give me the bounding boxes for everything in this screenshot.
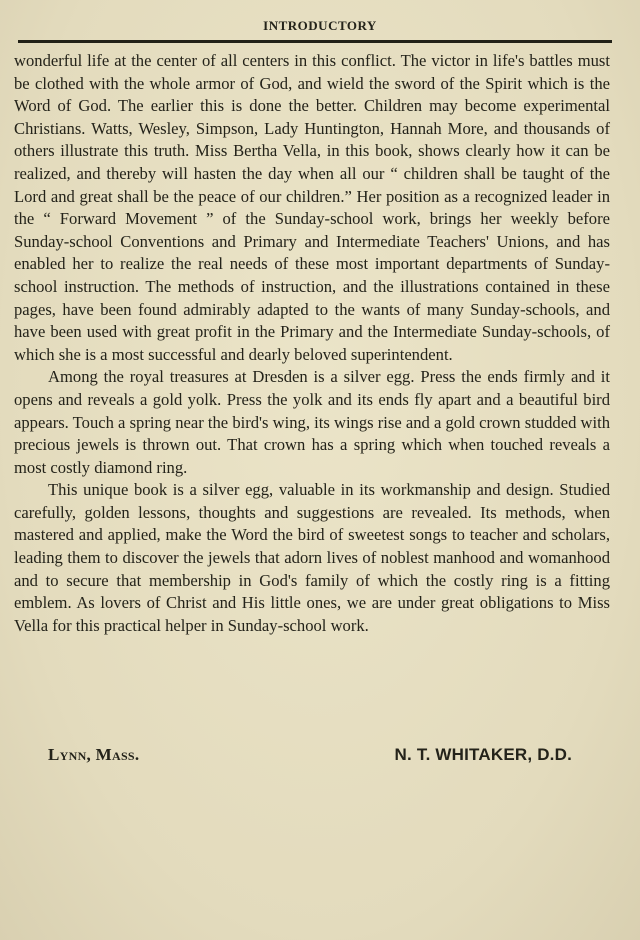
paragraph-continuation: wonderful life at the center of all centers in this conflict. The victor in life's battles must be clothed with the whole armor of God, and wield the sword of the Spirit which is the Word of God. The earlier this is done the better. Children may become experimental Christians. Watts, Wesley, Simpson, Lady Huntington, Hannah More, and thousands of others illustrate this truth. Miss Bertha Vella, in this book, shows clearly how it can be realized, and thereby will hasten the day when all our “ children shall be taught of the Lord and great shall be the peace of our children.” Her position as a recognized leader in the “ Forward Movement ” of the Sunday-school work, brings her weekly before Sunday-school Conventions and Primary and Intermediate Teachers' Unions, and has enabled her to realize the real needs of these most important departments of Sunday-school instruction. The methods of instruction, and the illustrations contained in these pages, have been found admirably adapted to the wants of many Sunday-schools, and have been used with great profit in the Primary and the Intermediate Sunday-schools, of which she is a most successful and dearly beloved superintendent. xyxy=(14,51,610,364)
header-rule xyxy=(18,40,612,43)
signature-author: N. T. WHITAKER, D.D. xyxy=(394,745,572,764)
signature-block xyxy=(48,745,572,769)
running-head: INTRODUCTORY xyxy=(263,18,377,33)
paragraph-unique-book: This unique book is a silver egg, valuable in its workmanship and design. Studied carefully, golden lessons, thoughts and suggestions are revealed. Its methods, when mastered and applied, make the Word the bird of sweetest songs to teacher and scholars, leading them to discover the jewels that adorn lives of noblest manhood and womanhood and to secure that membership in God's family of which the costly ring is a fitting emblem. As lovers of Christ and His little ones, we are under great obligations to Miss Vella for this practical helper in Sunday-school work. xyxy=(14,480,610,635)
introduction-body xyxy=(14,50,610,637)
paragraph-dresden-egg: Among the royal treasures at Dresden is a silver egg. Press the ends firmly and it opens and reveals a gold yolk. Press the yolk and its ends fly apart and a beautiful bird appears. Touch a spring near the bird's wing, its wings rise and a gold crown studded with precious jewels is thrown out. That crown has a spring which when touched reveals a most costly diamond ring. xyxy=(14,367,611,477)
signature-place: Lynn, Mass. xyxy=(48,745,140,764)
